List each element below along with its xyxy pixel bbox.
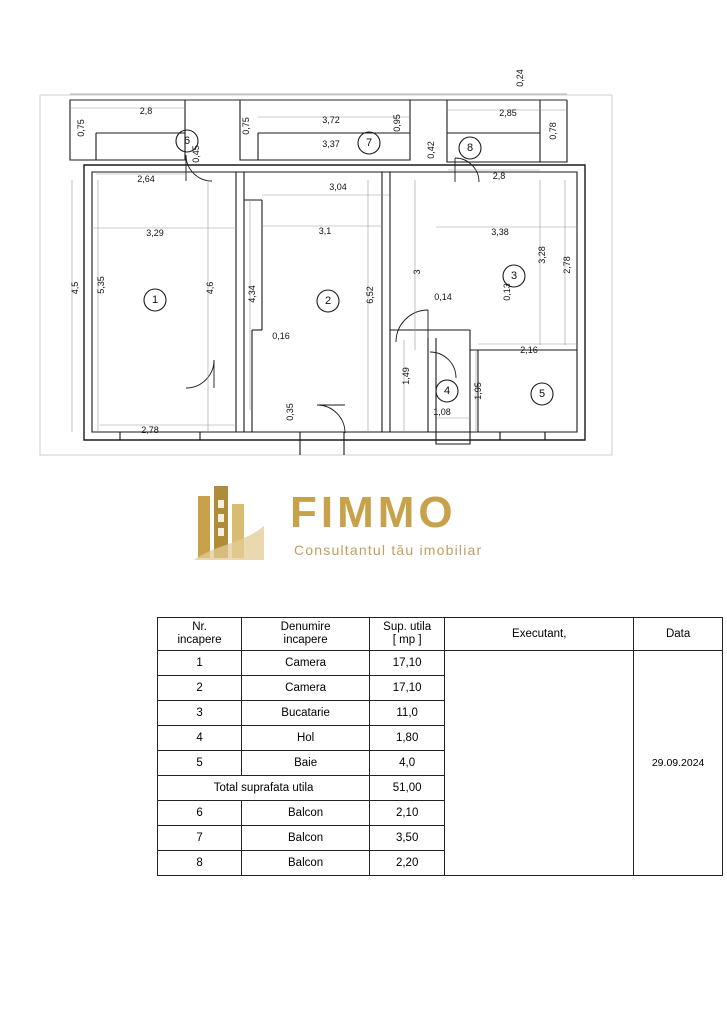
svg-text:0,45: 0,45 <box>191 145 201 163</box>
header-name-line2: incapere <box>283 634 328 647</box>
row-name: Bucatarie <box>242 701 370 726</box>
row-name: Baie <box>242 751 370 776</box>
svg-text:3: 3 <box>510 270 518 282</box>
header-sup-line2: [ mp ] <box>392 634 422 647</box>
row-sup: 2,20 <box>370 851 445 876</box>
row-name: Camera <box>242 651 370 676</box>
svg-text:0,16: 0,16 <box>272 331 290 341</box>
row-name: Camera <box>242 676 370 701</box>
row-sup: 17,10 <box>370 651 445 676</box>
row-name: Hol <box>242 726 370 751</box>
row-sup: 17,10 <box>370 676 445 701</box>
svg-text:0,78: 0,78 <box>548 122 558 140</box>
svg-text:7: 7 <box>365 137 373 149</box>
svg-text:0,13: 0,13 <box>502 283 512 301</box>
svg-text:4,34: 4,34 <box>247 285 257 303</box>
table-header-row <box>158 618 723 651</box>
row-nr: 6 <box>158 801 242 826</box>
svg-text:2,8: 2,8 <box>139 106 153 116</box>
header-sup <box>370 618 445 651</box>
svg-text:2,78: 2,78 <box>562 256 572 274</box>
row-nr: 2 <box>158 676 242 701</box>
svg-text:2,16: 2,16 <box>520 345 538 355</box>
room-number-labels <box>152 135 545 400</box>
svg-text:3,37: 3,37 <box>322 139 340 149</box>
header-nr-line1: Nr. <box>192 621 207 633</box>
row-name: Balcon <box>242 826 370 851</box>
svg-text:3,1: 3,1 <box>318 226 332 236</box>
header-data: Data <box>634 618 723 651</box>
svg-text:0,35: 0,35 <box>285 403 295 421</box>
svg-text:0,75: 0,75 <box>241 117 251 135</box>
row-nr: 1 <box>158 651 242 676</box>
svg-text:3,04: 3,04 <box>329 182 347 192</box>
svg-text:3,72: 3,72 <box>322 115 340 125</box>
table-row <box>158 651 723 676</box>
header-name <box>242 618 370 651</box>
row-name: Balcon <box>242 851 370 876</box>
svg-text:0,24: 0,24 <box>515 69 525 87</box>
header-nr-line2: incapere <box>177 634 222 647</box>
row-sup: 2,10 <box>370 801 445 826</box>
dimension-lines <box>70 108 577 432</box>
svg-text:2: 2 <box>324 295 332 307</box>
row-sup: 1,80 <box>370 726 445 751</box>
svg-text:8: 8 <box>466 142 474 154</box>
svg-text:0,75: 0,75 <box>76 119 86 137</box>
row-nr: 8 <box>158 851 242 876</box>
svg-text:3: 3 <box>412 269 422 275</box>
svg-text:4,6: 4,6 <box>205 281 215 295</box>
row-sup: 3,50 <box>370 826 445 851</box>
svg-text:1: 1 <box>151 294 159 306</box>
svg-text:2,78: 2,78 <box>141 425 159 435</box>
row-sup: 11,0 <box>370 701 445 726</box>
svg-text:6,52: 6,52 <box>365 286 375 304</box>
svg-text:6: 6 <box>183 135 191 147</box>
floor-plan-svg <box>0 0 727 470</box>
svg-text:3,28: 3,28 <box>537 246 547 264</box>
header-nr <box>158 618 242 651</box>
row-nr: 4 <box>158 726 242 751</box>
svg-text:2,64: 2,64 <box>137 174 155 184</box>
svg-text:1,95: 1,95 <box>473 382 483 400</box>
svg-text:2,8: 2,8 <box>492 171 506 181</box>
data-value-cell: 29.09.2024 <box>634 651 723 876</box>
svg-text:2,85: 2,85 <box>499 108 517 118</box>
floor-plan-drawing <box>0 0 727 470</box>
row-nr: 3 <box>158 701 242 726</box>
svg-text:3,38: 3,38 <box>491 227 509 237</box>
svg-text:0,42: 0,42 <box>426 141 436 159</box>
logo-tagline: Consultantul tău imobiliar <box>294 542 483 558</box>
total-label: Total suprafata utila <box>158 776 370 801</box>
row-name: Balcon <box>242 801 370 826</box>
svg-text:0,14: 0,14 <box>434 292 452 302</box>
total-value: 51,00 <box>370 776 445 801</box>
header-name-line1: Denumire <box>280 621 331 633</box>
dimension-labels <box>70 69 572 435</box>
svg-text:5,35: 5,35 <box>96 276 106 294</box>
fimmo-logo <box>190 470 550 580</box>
room-schedule-table <box>157 617 723 876</box>
executant-value-cell <box>445 651 634 876</box>
svg-text:3,29: 3,29 <box>146 228 164 238</box>
header-executant: Executant, <box>445 618 634 651</box>
row-sup: 4,0 <box>370 751 445 776</box>
svg-text:4,5: 4,5 <box>70 281 80 295</box>
svg-text:1,49: 1,49 <box>401 367 411 385</box>
svg-text:1,08: 1,08 <box>433 407 451 417</box>
row-nr: 5 <box>158 751 242 776</box>
building-logo-icon <box>190 478 285 573</box>
svg-text:0,95: 0,95 <box>392 114 402 132</box>
header-sup-line1: Sup. utila <box>383 621 432 633</box>
svg-text:5: 5 <box>538 388 546 400</box>
svg-text:4: 4 <box>443 385 451 397</box>
logo-wordmark: FIMMO <box>290 488 457 537</box>
row-nr: 7 <box>158 826 242 851</box>
